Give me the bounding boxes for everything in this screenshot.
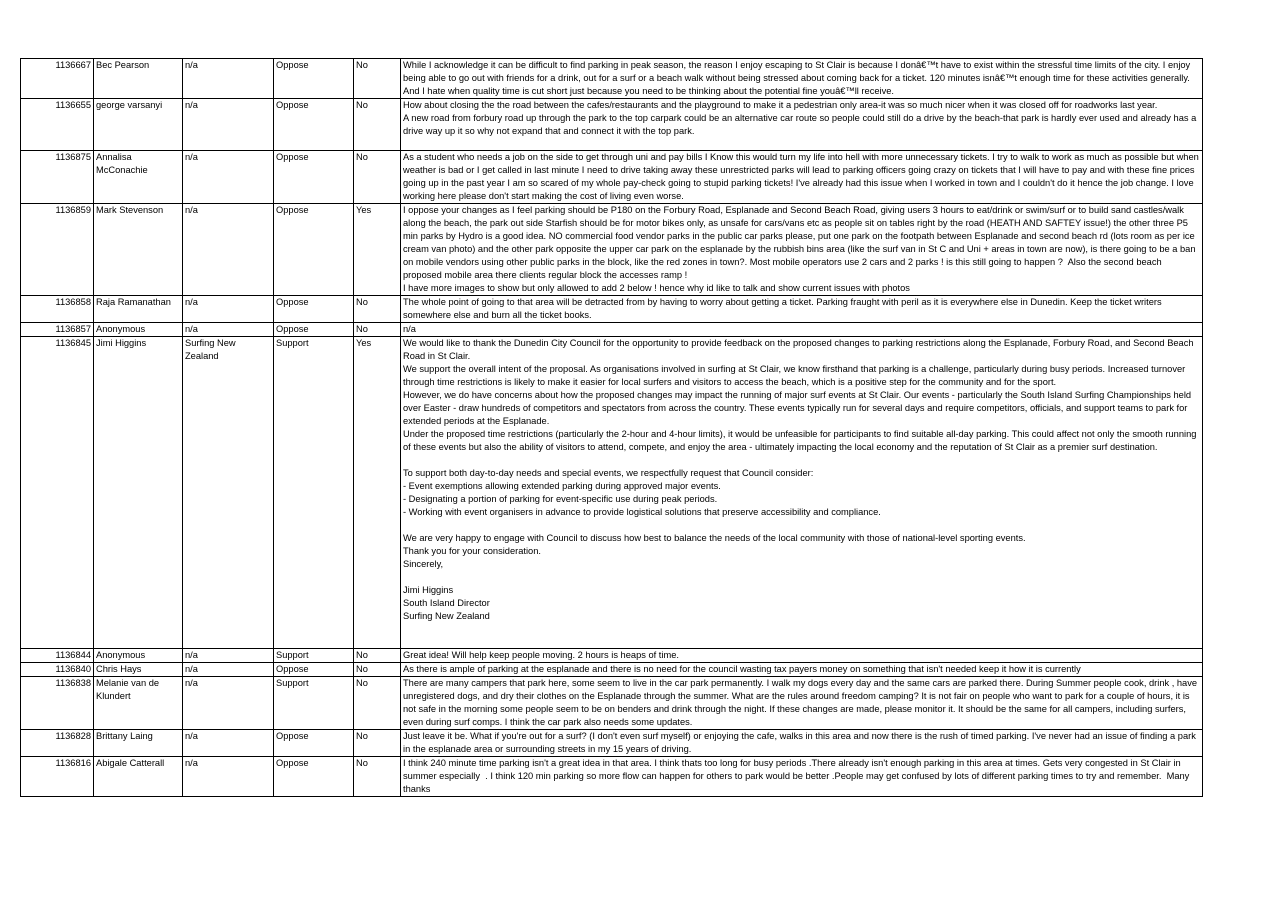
submitter-name: Brittany Laing	[94, 730, 183, 757]
table-body	[21, 59, 1203, 797]
comment	[401, 323, 1203, 337]
comment-blank-line	[403, 519, 1200, 532]
comment	[401, 730, 1203, 757]
comment-paragraph: I think 240 minute time parking isn't a great idea in that area. I think thats too long for busy periods .There already isn't enough parking in this area at times. Gets very congested in St Clair in summer especially . I think 120 min parking so more flow can happen for others to park would be better .People may get confused by lots of different parking times to try and remember. Many thanks	[403, 758, 1192, 794]
submitter-name: Jimi Higgins	[94, 337, 183, 649]
submission-id: 1136655	[21, 99, 94, 151]
comment-blank-line	[403, 454, 1200, 467]
position: Oppose	[274, 151, 354, 204]
submitter-name: george varsanyi	[94, 99, 183, 151]
organisation: n/a	[183, 663, 274, 677]
table-row	[21, 99, 1203, 151]
organisation: n/a	[183, 99, 274, 151]
submitter-name: Abigale Catterall	[94, 757, 183, 797]
submission-id: 1136816	[21, 757, 94, 797]
table-row	[21, 204, 1203, 296]
organisation: n/a	[183, 151, 274, 204]
position: Oppose	[274, 296, 354, 323]
comment-paragraph: I have more images to show but only allowed to add 2 below ! hence why id like to talk and show current issues with photos	[403, 283, 910, 293]
submission-id: 1136828	[21, 730, 94, 757]
wish-to-speak: No	[354, 99, 401, 151]
position: Oppose	[274, 663, 354, 677]
position: Oppose	[274, 323, 354, 337]
comment-paragraph: Thank you for your consideration.	[403, 546, 541, 556]
wish-to-speak: No	[354, 649, 401, 663]
organisation: n/a	[183, 649, 274, 663]
organisation: n/a	[183, 59, 274, 99]
wish-to-speak: Yes	[354, 337, 401, 649]
wish-to-speak: No	[354, 677, 401, 730]
table-row	[21, 337, 1203, 649]
table-row	[21, 296, 1203, 323]
comment-paragraph: A new road from forbury road up through the park to the top carpark could be an alternative car route so people could still do a drive by the beach-that park is hardly ever used and already has a drive way up it so why not expand that and connect it with the top park.	[403, 113, 1199, 136]
table-row	[21, 649, 1203, 663]
comment	[401, 663, 1203, 677]
submissions-table	[20, 58, 1203, 797]
comment-paragraph: However, we do have concerns about how the proposed changes may impact the running of major surf events at St Clair. Our events - particularly the South Island Surfing Championships held over Easter - draw hundreds of competitors and spectators from across the country. These events typically run for several days and require competitors, officials, and support teams to park for extended periods at the Esplanade.	[403, 390, 1194, 426]
table-row	[21, 663, 1203, 677]
submitter-name: Melanie van de Klundert	[94, 677, 183, 730]
position: Oppose	[274, 730, 354, 757]
submitter-name: Annalisa McConachie	[94, 151, 183, 204]
submitter-name: Bec Pearson	[94, 59, 183, 99]
position: Support	[274, 337, 354, 649]
organisation: Surfing New Zealand	[183, 337, 274, 649]
comment-paragraph: Great idea! Will help keep people moving. 2 hours is heaps of time.	[403, 650, 679, 660]
comment	[401, 59, 1203, 99]
comment-paragraph: I oppose your changes as I feel parking should be P180 on the Forbury Road, Esplanade and Second Beach Road, giving users 3 hours to eat/drink or swim/surf or to build sand castles/walk along the beach, the park out side Starfish should be for motor bikes only, as unsafe for cars/vans etc as people sit on tables right by the road (HEATH AND SAFTEY issue!) the other three P5 min parks by Hydro is a good idea. NO commercial food vendor parks in the public car parks please, put one park on the footpath between Esplanade and second beach rd (lots room as per ice cream van photo) and the other park opposite the upper car park on the esplanade by the rubbish bins area (like the surf van in St C and Uni + areas in town are now), is there going to be a ban on mobile vendors using other public parks in the block, like the red zones in town?. Most mobile operators use 2 cars and 2 parks ! is this still going to happen ? Also the second beach proposed mobile area there clients regular block the accesses ramp !	[403, 205, 1199, 280]
comment-paragraph: Jimi Higgins	[403, 585, 454, 595]
comment	[401, 296, 1203, 323]
wish-to-speak: No	[354, 730, 401, 757]
comment-paragraph: Surfing New Zealand	[403, 611, 490, 621]
wish-to-speak: No	[354, 151, 401, 204]
submission-id: 1136857	[21, 323, 94, 337]
wish-to-speak: Yes	[354, 204, 401, 296]
submission-id: 1136845	[21, 337, 94, 649]
submission-id: 1136844	[21, 649, 94, 663]
submitter-name: Raja Ramanathan	[94, 296, 183, 323]
comment-paragraph: There are many campers that park here, some seem to live in the car park permanently. I walk my dogs every day and the same cars are parked there. During Summer people cook, drink , have unregistered dogs, and dry their clothes on the Esplanade through the summer. What are the rules around freedom camping? It is not fair on people who want to park for a couple of hours, it is not safe in the morning some people seem to be on benders and drink through the night. If these changes are made, please monitor it. It should be the same for all campers, including surfers, even during surf comps. I think the car park also needs some updates.	[403, 678, 1200, 727]
submission-id: 1136840	[21, 663, 94, 677]
position: Oppose	[274, 204, 354, 296]
table-row	[21, 59, 1203, 99]
organisation: n/a	[183, 730, 274, 757]
comment-paragraph: n/a	[403, 324, 416, 334]
comment-paragraph: Sincerely,	[403, 559, 444, 569]
comment-paragraph: The whole point of going to that area will be detracted from by having to worry about getting a ticket. Parking fraught with peril as it is everywhere else in Dunedin. Keep the ticket writers somewhere else and burn all the ticket books.	[403, 297, 1165, 320]
comment	[401, 757, 1203, 797]
submission-id: 1136667	[21, 59, 94, 99]
comment-paragraph: As a student who needs a job on the side to get through uni and pay bills I Know this would turn my life into hell with more unnecessary tickets. I try to walk to work as much as possible but when weather is bad or I get called in last minute I need to drive taking away these unrestricted parks will lead to parking officers going crazy on tickets that I will have to pay and with these fine prices going up in the past year I am so scared of my whole pay-check going to stupid parking tickets! I've already had this issue when I worked in town and I couldn't do it hence the job change. I love working here please don't start making the cost of living even worse.	[403, 152, 1202, 201]
submitter-name: Anonymous	[94, 323, 183, 337]
table-row	[21, 730, 1203, 757]
wish-to-speak: No	[354, 663, 401, 677]
submission-id: 1136838	[21, 677, 94, 730]
comment	[401, 99, 1203, 151]
comment-paragraph: How about closing the the road between the cafes/restaurants and the playground to make it a pedestrian only area-it was so much nicer when it was closed off for roadworks last year.	[403, 100, 1158, 110]
comment-paragraph: - Working with event organisers in advance to provide logistical solutions that preserve accessibility and compliance.	[403, 507, 881, 517]
comment-paragraph: - Event exemptions allowing extended parking during approved major events.	[403, 481, 721, 491]
comment	[401, 204, 1203, 296]
table-row	[21, 151, 1203, 204]
position: Oppose	[274, 59, 354, 99]
submission-id: 1136858	[21, 296, 94, 323]
position: Support	[274, 677, 354, 730]
comment	[401, 337, 1203, 649]
comment-blank-line	[403, 571, 1200, 584]
submitter-name: Chris Hays	[94, 663, 183, 677]
organisation: n/a	[183, 323, 274, 337]
comment-paragraph: We are very happy to engage with Council to discuss how best to balance the needs of the local community with those of national-level sporting events.	[403, 533, 1026, 543]
position: Oppose	[274, 757, 354, 797]
position: Oppose	[274, 99, 354, 151]
comment	[401, 649, 1203, 663]
submitter-name: Anonymous	[94, 649, 183, 663]
organisation: n/a	[183, 204, 274, 296]
submission-id: 1136859	[21, 204, 94, 296]
table-row	[21, 757, 1203, 797]
organisation: n/a	[183, 677, 274, 730]
comment-paragraph: Just leave it be. What if you're out for a surf? (I don't even surf myself) or enjoying the cafe, walks in this area and now there is the rush of timed parking. I've never had an issue of finding a park in the esplanade area or surrounding streets in my 15 years of driving.	[403, 731, 1199, 754]
comment-paragraph: South Island Director	[403, 598, 490, 608]
submission-id: 1136875	[21, 151, 94, 204]
wish-to-speak: No	[354, 323, 401, 337]
wish-to-speak: No	[354, 757, 401, 797]
comment-paragraph: While I acknowledge it can be difficult to find parking in peak season, the reason I enjoy escaping to St Clair is because I donâ€™t have to exist within the stressful time limits of the city. I enjoy being able to go out with friends for a drink, out for a surf or a beach walk without being stressed about coming back for a ticket. 120 minutes isnâ€™t enough time for these activities generally. And I hate when quality time is cut short just because you need to be thinking about the potential fine youâ€™ll receive.	[403, 60, 1193, 96]
position: Support	[274, 649, 354, 663]
comment	[401, 677, 1203, 730]
comment-paragraph: - Designating a portion of parking for event-specific use during peak periods.	[403, 494, 718, 504]
submitter-name: Mark Stevenson	[94, 204, 183, 296]
comment-paragraph: As there is ample of parking at the esplanade and there is no need for the council wasting tax payers money on something that isn't needed keep it how it is currently	[403, 664, 1081, 674]
comment-paragraph: Under the proposed time restrictions (particularly the 2-hour and 4-hour limits), it would be unfeasible for participants to find suitable all-day parking. This could affect not only the smooth running of these events but also the ability of visitors to attend, compete, and enjoy the area - ultimately impacting the local economy and the reputation of St Clair as a premier surf destination.	[403, 429, 1200, 452]
comment-paragraph: We would like to thank the Dunedin City Council for the opportunity to provide feedback on the proposed changes to parking restrictions along the Esplanade, Forbury Road, and Second Beach Road in St Clair.	[403, 338, 1197, 361]
table-row	[21, 677, 1203, 730]
wish-to-speak: No	[354, 59, 401, 99]
comment-paragraph: To support both day-to-day needs and special events, we respectfully request that Council consider:	[403, 468, 814, 478]
table-row	[21, 323, 1203, 337]
organisation: n/a	[183, 296, 274, 323]
wish-to-speak: No	[354, 296, 401, 323]
organisation: n/a	[183, 757, 274, 797]
comment	[401, 151, 1203, 204]
comment-paragraph: We support the overall intent of the proposal. As organisations involved in surfing at St Clair, we know firsthand that parking is a challenge, particularly during busy periods. Increased turnover through time restrictions is likely to make it easier for local surfers and visitors to access the beach, which is a positive step for the community and for the sport.	[403, 364, 1188, 387]
